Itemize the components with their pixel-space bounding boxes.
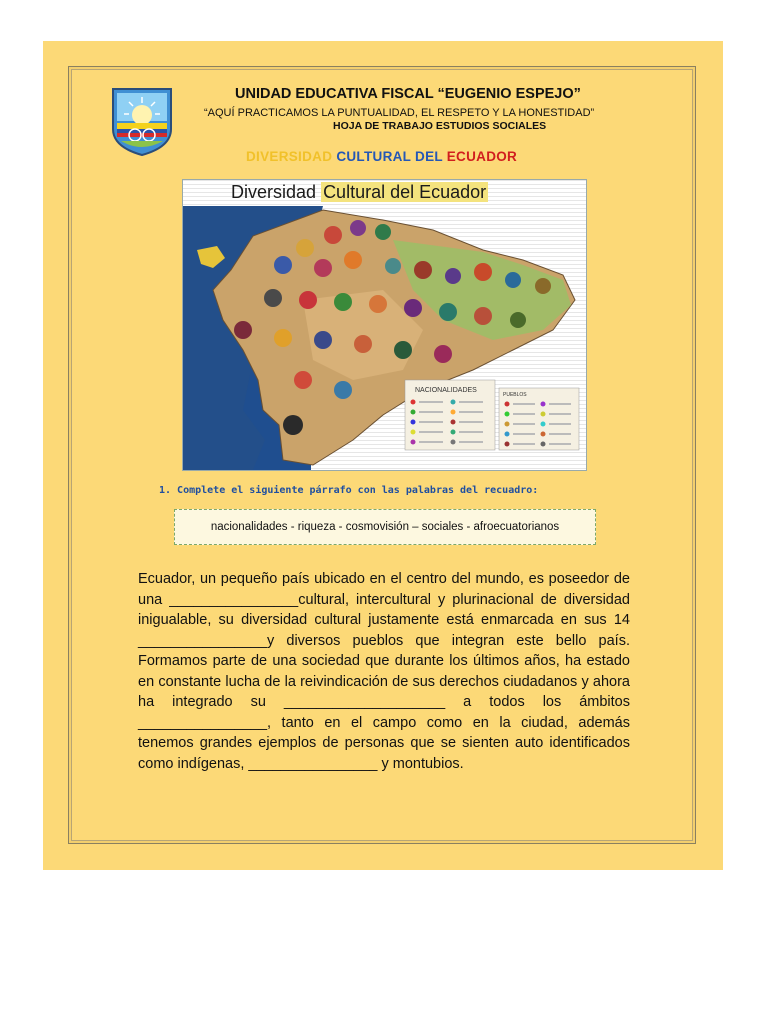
school-crest-icon	[109, 85, 175, 157]
word-bank-box	[174, 509, 596, 545]
title-word-diversidad: DIVERSIDAD	[246, 149, 333, 164]
worksheet-title	[246, 149, 517, 164]
exercise-instruction: 1. Complete el siguiente párrafo con las palabras del recuadro:	[159, 485, 539, 496]
map-legend-title: NACIONALIDADES	[415, 387, 477, 394]
word-bank-text: nacionalidades - riqueza - cosmovisión – sociales - afroecuatorianos	[210, 521, 560, 533]
map-title	[231, 182, 488, 203]
ecuador-map-image	[182, 179, 587, 471]
map-title-part2: Cultural del Ecuador	[323, 182, 487, 202]
worksheet-subject: HOJA DE TRABAJO ESTUDIOS SOCIALES	[333, 120, 547, 132]
school-name: UNIDAD EDUCATIVA FISCAL “EUGENIO ESPEJO”	[235, 86, 581, 102]
school-motto: “AQUÍ PRACTICAMOS LA PUNTUALIDAD, EL RESPETO Y LA HONESTIDAD”	[204, 107, 595, 119]
map-legend-title-2: PUEBLOS	[503, 392, 527, 398]
map-illustration	[183, 180, 586, 470]
title-word-cultural: CULTURAL DEL	[336, 149, 443, 164]
worksheet-page	[43, 41, 723, 870]
fill-in-paragraph: Ecuador, un pequeño país ubicado en el centro del mundo, es poseedor de una ________________cultural, intercultural y plurinacional de diversidad inigualable, su diversidad cultural justamente está enmarcada en sus 14 ________________y diversos pueblos que integran este bello país. Formamos parte de una sociedad que durante los últimos años, ha estado en constante lucha de la reivindicación de sus derechos ciudadanos y ahora ha integrado su ____________________ a todos los ámbitos ________________, tanto en el campo como en la ciudad, además tenemos grandes ejemplos de personas que se sienten auto identificados como indígenas, ________________ y montubios.	[138, 571, 630, 772]
map-title-part1: Diversidad	[231, 182, 317, 202]
title-word-ecuador: ECUADOR	[446, 149, 518, 164]
